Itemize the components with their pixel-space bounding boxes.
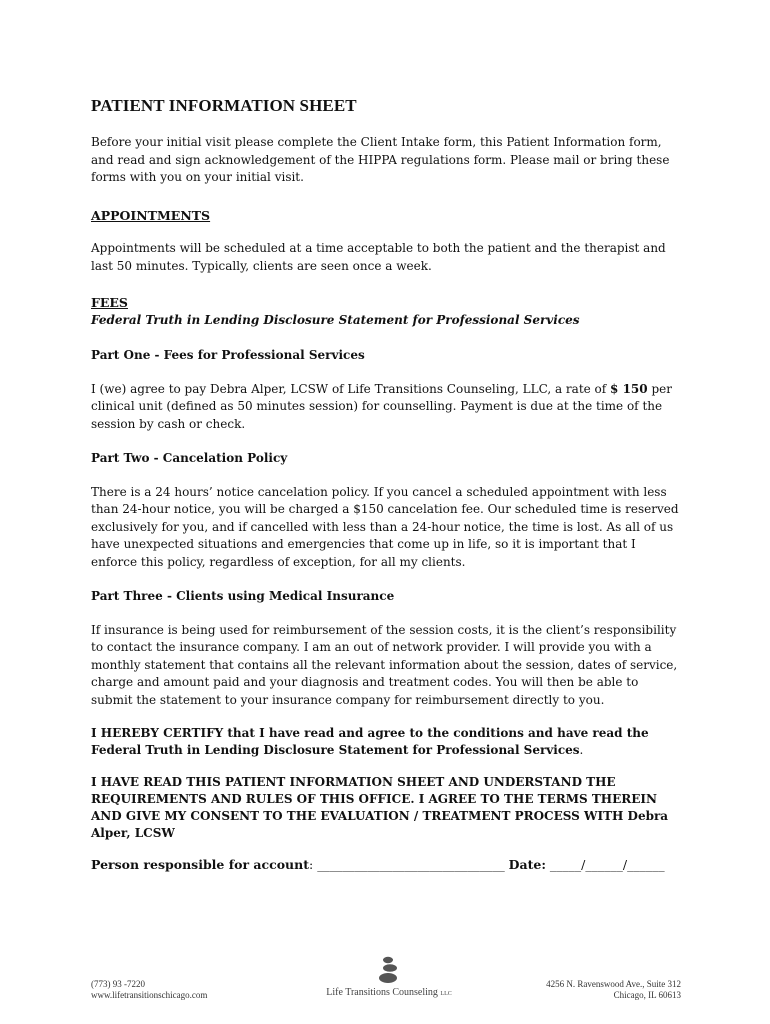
page-title: PATIENT INFORMATION SHEET — [91, 96, 357, 115]
part-one-heading: Part One - Fees for Professional Services — [91, 348, 365, 362]
responsible-blank[interactable]: ______________________________ — [313, 857, 509, 872]
certify-text: I HEREBY CERTIFY that I have read and agree to the conditions and have read the Federal Truth in Lending Disclosure Statement for Professional Services — [91, 726, 649, 757]
signature-line — [91, 856, 681, 874]
fees-subheading: Federal Truth in Lending Disclosure Statement for Professional Services — [91, 312, 580, 327]
address-line-1: 4256 N. Ravenswood Ave., Suite 312 — [546, 979, 681, 989]
certify-statement — [91, 725, 681, 759]
appointments-paragraph: Appointments will be scheduled at a time acceptable to both the patient and the therapist and last 50 minutes. Typically, clients are seen once a week. — [91, 241, 666, 273]
part-three-heading: Part Three - Clients using Medical Insurance — [91, 589, 395, 603]
footer-contact — [91, 979, 207, 1001]
logo-wordmark: Life Transitions Counseling LLC — [326, 987, 452, 998]
footer-phone: (773) 93 -7220 — [91, 979, 145, 989]
footer-address — [546, 979, 681, 1001]
part-one-text-after: per clinical unit (defined as 50 minutes session) for counselling. Payment is due at the time of the session by cash or check. — [91, 381, 672, 431]
page-footer — [91, 955, 681, 1005]
stacked-stones-icon — [378, 955, 400, 987]
part-three-paragraph: If insurance is being used for reimbursement of the session costs, it is the client’s responsibility to contact the insurance company. I am an out of network provider. I will provide you with a monthly statement that contains all the relevant information about the session, dates of service, charge and amount paid and your diagnosis and treatment codes. You will then be able to submit the statement to your insurance company for reimbursement directly to you. — [91, 622, 678, 707]
responsible-colon: : — [309, 857, 314, 872]
part-two-paragraph: There is a 24 hours’ notice cancelation policy. If you cancel a scheduled appointment with less than 24-hour notice, you will be charged a $150 cancelation fee. Our scheduled time is reserved exclusively for you, and if cancelled with less than a 24-hour notice, the time is lost. As all of us have unexpected situations and emergencies that come up in life, so it is important that I enforce this policy, regardless of exception, for all my clients. — [91, 484, 679, 569]
part-two-heading: Part Two - Cancelation Policy — [91, 451, 288, 465]
appointments-heading: APPOINTMENTS — [91, 207, 211, 223]
intro-paragraph: Before your initial visit please complete the Client Intake form, this Patient Information form, and read and sign acknowledgement of the HIPPA regulations form. Please mail or bring these forms with you on your initial visit. — [91, 135, 670, 184]
part-one-text-before: I (we) agree to pay Debra Alper, LCSW of Life Transitions Counseling, LLC, a rate of — [91, 381, 611, 396]
fee-rate: $ 150 — [610, 381, 648, 396]
part-one-paragraph — [91, 381, 681, 434]
consent-statement: I HAVE READ THIS PATIENT INFORMATION SHEET AND UNDERSTAND THE REQUIREMENTS AND RULES OF THIS OFFICE. I AGREE TO THE TERMS THEREIN AND GIVE MY CONSENT TO THE EVALUATION / TREATMENT PROCESS WITH Debra Alper, LCSW — [91, 775, 669, 840]
date-blank[interactable]: _____/______/______ — [545, 857, 665, 872]
address-line-2: Chicago, IL 60613 — [613, 990, 681, 1000]
footer-website[interactable]: www.lifetransitionschicago.com — [91, 990, 208, 1000]
company-logo — [319, 955, 459, 998]
fees-heading: FEES — [91, 295, 128, 310]
responsible-label: Person responsible for account — [91, 857, 309, 872]
date-label: Date: — [508, 857, 546, 872]
document-body — [91, 96, 681, 874]
certify-period: . — [579, 743, 584, 757]
